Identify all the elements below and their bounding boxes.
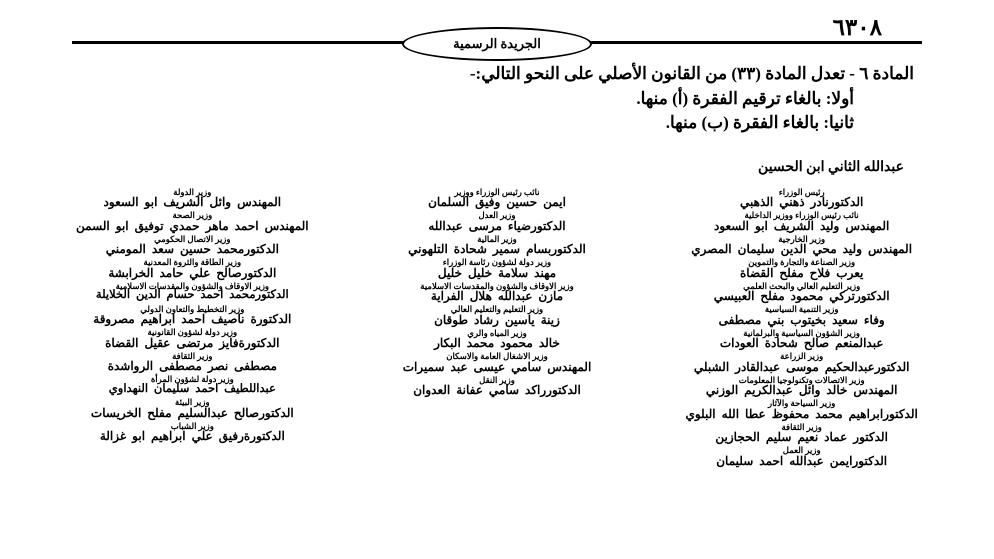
signatory-entry [46, 282, 339, 302]
signatory-title: رئيس الوزراء [778, 186, 825, 197]
signatory-title: وزير الثقافة [781, 421, 822, 432]
signatory-title: وزير التعليم والتعليم العالي [450, 304, 544, 315]
article-line-2: أولا: بالغاء ترقيم الفقرة (أ) منها. [636, 88, 854, 108]
signatory-entry [46, 352, 339, 373]
signatory-name: زينة ياسين رشاد طوقان [434, 312, 560, 327]
signatory-name: الدكتورصالح عبدالسليم مفلح الخريسات [90, 405, 294, 420]
signatory-title: وزير المالية [477, 233, 517, 244]
signatory-entry [655, 305, 948, 326]
signatory-entry [46, 422, 339, 443]
signatory-entry [351, 305, 644, 326]
article-line-1: المادة ٦ - تعدل المادة (٣٣) من القانون الأصلي على النحو التالي:- [469, 64, 914, 83]
signatory-name: المهندس وائل الشريف ابو السعود [103, 195, 282, 210]
signatory-title: وزير العمل [782, 445, 821, 456]
signatory-entry [351, 376, 644, 397]
signatory-title: وزير الطاقة والثروة المعدنية [143, 257, 242, 268]
signatory-title: نائب رئيس الوزراء ووزير الداخلية [744, 210, 859, 221]
signature-name: عبدالله الثاني ابن الحسين [758, 159, 904, 175]
signatory-title: وزير التخطيط والتعاون الدولي [140, 303, 245, 314]
signatory-title: نائب رئيس الوزراء ووزير [454, 186, 540, 197]
signatory-title: وزير التنمية السياسية [764, 304, 839, 315]
signatory-name: الدكتورضياء مرسى عبدالله [428, 218, 566, 233]
signatory-entry [655, 399, 948, 420]
signatory-name: الدكتور عماد نعيم سليم الحجازين [715, 430, 888, 445]
signatory-entry [351, 258, 644, 279]
signatory-title: وزير دولة لشؤون رئاسة الوزراء [442, 257, 552, 268]
signatory-entry [655, 211, 948, 232]
page-masthead [0, 0, 994, 52]
article-line-3: ثانيا: بالغاء الفقرة (ب) منها. [665, 113, 854, 133]
signatory-name: وفاء سعيد بخيتوب بني مصطفى [718, 312, 885, 327]
signatory-name: الدكتورمحمد احمد حسام الدين الخلايلة [95, 289, 289, 302]
signatory-title: وزير الاتصالات وتكنولوجيا المعلومات [738, 374, 865, 385]
signatory-entry [655, 282, 948, 303]
signatory-title: وزير دولة لشؤون القانونية [147, 327, 238, 338]
page-number: ٦٣٠٨ [832, 14, 882, 41]
signatory-entry [351, 352, 644, 373]
signatory-entry [351, 211, 644, 232]
signatory-entry [655, 376, 948, 397]
signatory-entry [351, 188, 644, 209]
royal-signature [0, 158, 994, 176]
signatory-name: الدكتورابراهيم محمد محفوظ عطا الله البلوي [685, 406, 918, 421]
signatory-entry [46, 398, 339, 419]
signatory-entry [46, 235, 339, 256]
signatory-name: مهند سلامة خليل خليل [437, 265, 557, 280]
signatory-title: وزير الشباب [170, 420, 214, 431]
gazette-title: الجريدة الرسمية [453, 36, 541, 51]
signatory-title: وزير الخارجية [778, 233, 826, 244]
signatory-entry [46, 375, 339, 395]
signatory-name: المهندس خالد وائل عبدالكريم الوزني [705, 383, 898, 398]
signatory-entry [655, 329, 948, 350]
signatory-name: عبدالمنعم صالح شحادة العودات [719, 336, 884, 351]
signatory-name: مازن عبدالله هلال الفراية [430, 289, 564, 304]
signatory-entry [655, 188, 948, 209]
signatory-name: الدكتورصالح علي حامد الخرابشة [108, 265, 277, 280]
signatory-title: وزير الشؤون السياسية والبرلمانية [743, 327, 861, 338]
signatory-title: وزير الاوقاف والشؤون والمقدسات الاسلامية [115, 280, 270, 291]
signatory-name: عبداللطيف احمد سليمان النهداوي [108, 382, 276, 395]
signatory-name: المهندس سامي عيسى عبد سميرات [402, 359, 592, 374]
signatory-entry [655, 258, 948, 279]
signatory-name: الدكتورراكد سامي عفانة العدوان [413, 383, 581, 398]
signatory-title: وزير التعليم العالي والبحث العلمي [743, 280, 861, 291]
signatory-name: الدكتورةفايز مرتضى عقيل القضاة [105, 335, 280, 350]
signatory-name: الدكتورعبدالحكيم موسى عبدالقادر الشبلي [693, 359, 910, 374]
signatory-title: وزير دولة لشؤون المرأة [150, 374, 234, 385]
signatory-name: الدكتورمحمد حسين سعد المومني [105, 242, 279, 257]
signatory-entry [46, 258, 339, 279]
signatory-entry [46, 305, 339, 326]
signatories-column-1 [649, 188, 954, 470]
signatory-entry [351, 329, 644, 350]
signatory-name: يعرب فلاح مفلح القضاة [740, 265, 864, 280]
signatory-title: وزير الصناعة والتجارة والتموين [748, 257, 856, 268]
signatory-entry [655, 446, 948, 467]
signatory-name: المهندس وليد الشريف ابو السعود [713, 218, 890, 233]
signatory-title: وزير المياه والري [467, 327, 527, 338]
signatory-name: ايمن حسين وفيق السلمان [428, 195, 566, 210]
signatory-entry [46, 188, 339, 209]
signatory-entry [655, 352, 948, 373]
signatory-name: المهندس وليد محي الدين سليمان المصري [691, 242, 913, 257]
signatory-title: وزير العدل [478, 210, 516, 221]
signatory-title: وزير الزراعة [780, 351, 824, 362]
signatory-name: الدكتوربسام سمير شحادة التلهوني [408, 242, 586, 257]
signatory-title: وزير الدولة [173, 186, 212, 197]
signatory-entry [655, 423, 948, 444]
signatory-title: وزير السياحة والآثار [767, 398, 836, 409]
signatory-entry [46, 211, 339, 232]
signatory-name: الدكتورتركي محمود مفلح العبيسي [713, 289, 890, 304]
signatory-name: الدكتورايمن عبدالله احمد سليمان [716, 453, 888, 468]
article-text [0, 62, 994, 136]
signatory-title: وزير الاتصال الحكومي [154, 233, 231, 244]
signatories-column-3 [40, 188, 345, 470]
signatory-title: وزير البيئة [175, 397, 210, 408]
signatory-title: وزير الاشغال العامة والاسكان [446, 351, 548, 362]
signatory-name: المهندس احمد ماهر حمدي توفيق ابو السمن [76, 218, 309, 233]
signatory-entry [655, 235, 948, 256]
signatory-title: وزير النقل [479, 374, 515, 385]
gazette-title-oval [402, 27, 592, 61]
signatory-name: الدكتورةرفيق علي ابراهيم ابو غزالة [99, 429, 285, 444]
signatory-name: الدكتورنادر ذهني الذهبي [740, 195, 864, 210]
signatory-entry [46, 328, 339, 349]
signatories-column-2 [345, 188, 650, 470]
signatory-name: مصطفى نصر مصطفى الرواشدة [107, 359, 277, 374]
signatory-title: وزير الاوقاف والشؤون والمقدسات الاسلامية [420, 280, 574, 291]
signatory-title: وزير الصحة [172, 210, 213, 221]
signatory-name: الدكتورة ناصيف احمد ابراهيم مصروقة [93, 312, 292, 327]
signatory-entry [351, 282, 644, 303]
signatories-block [0, 188, 994, 470]
signatory-entry [351, 235, 644, 256]
signatory-title: وزير الثقافة [172, 350, 213, 361]
signatory-name: خالد محمود محمد البكار [434, 336, 560, 351]
